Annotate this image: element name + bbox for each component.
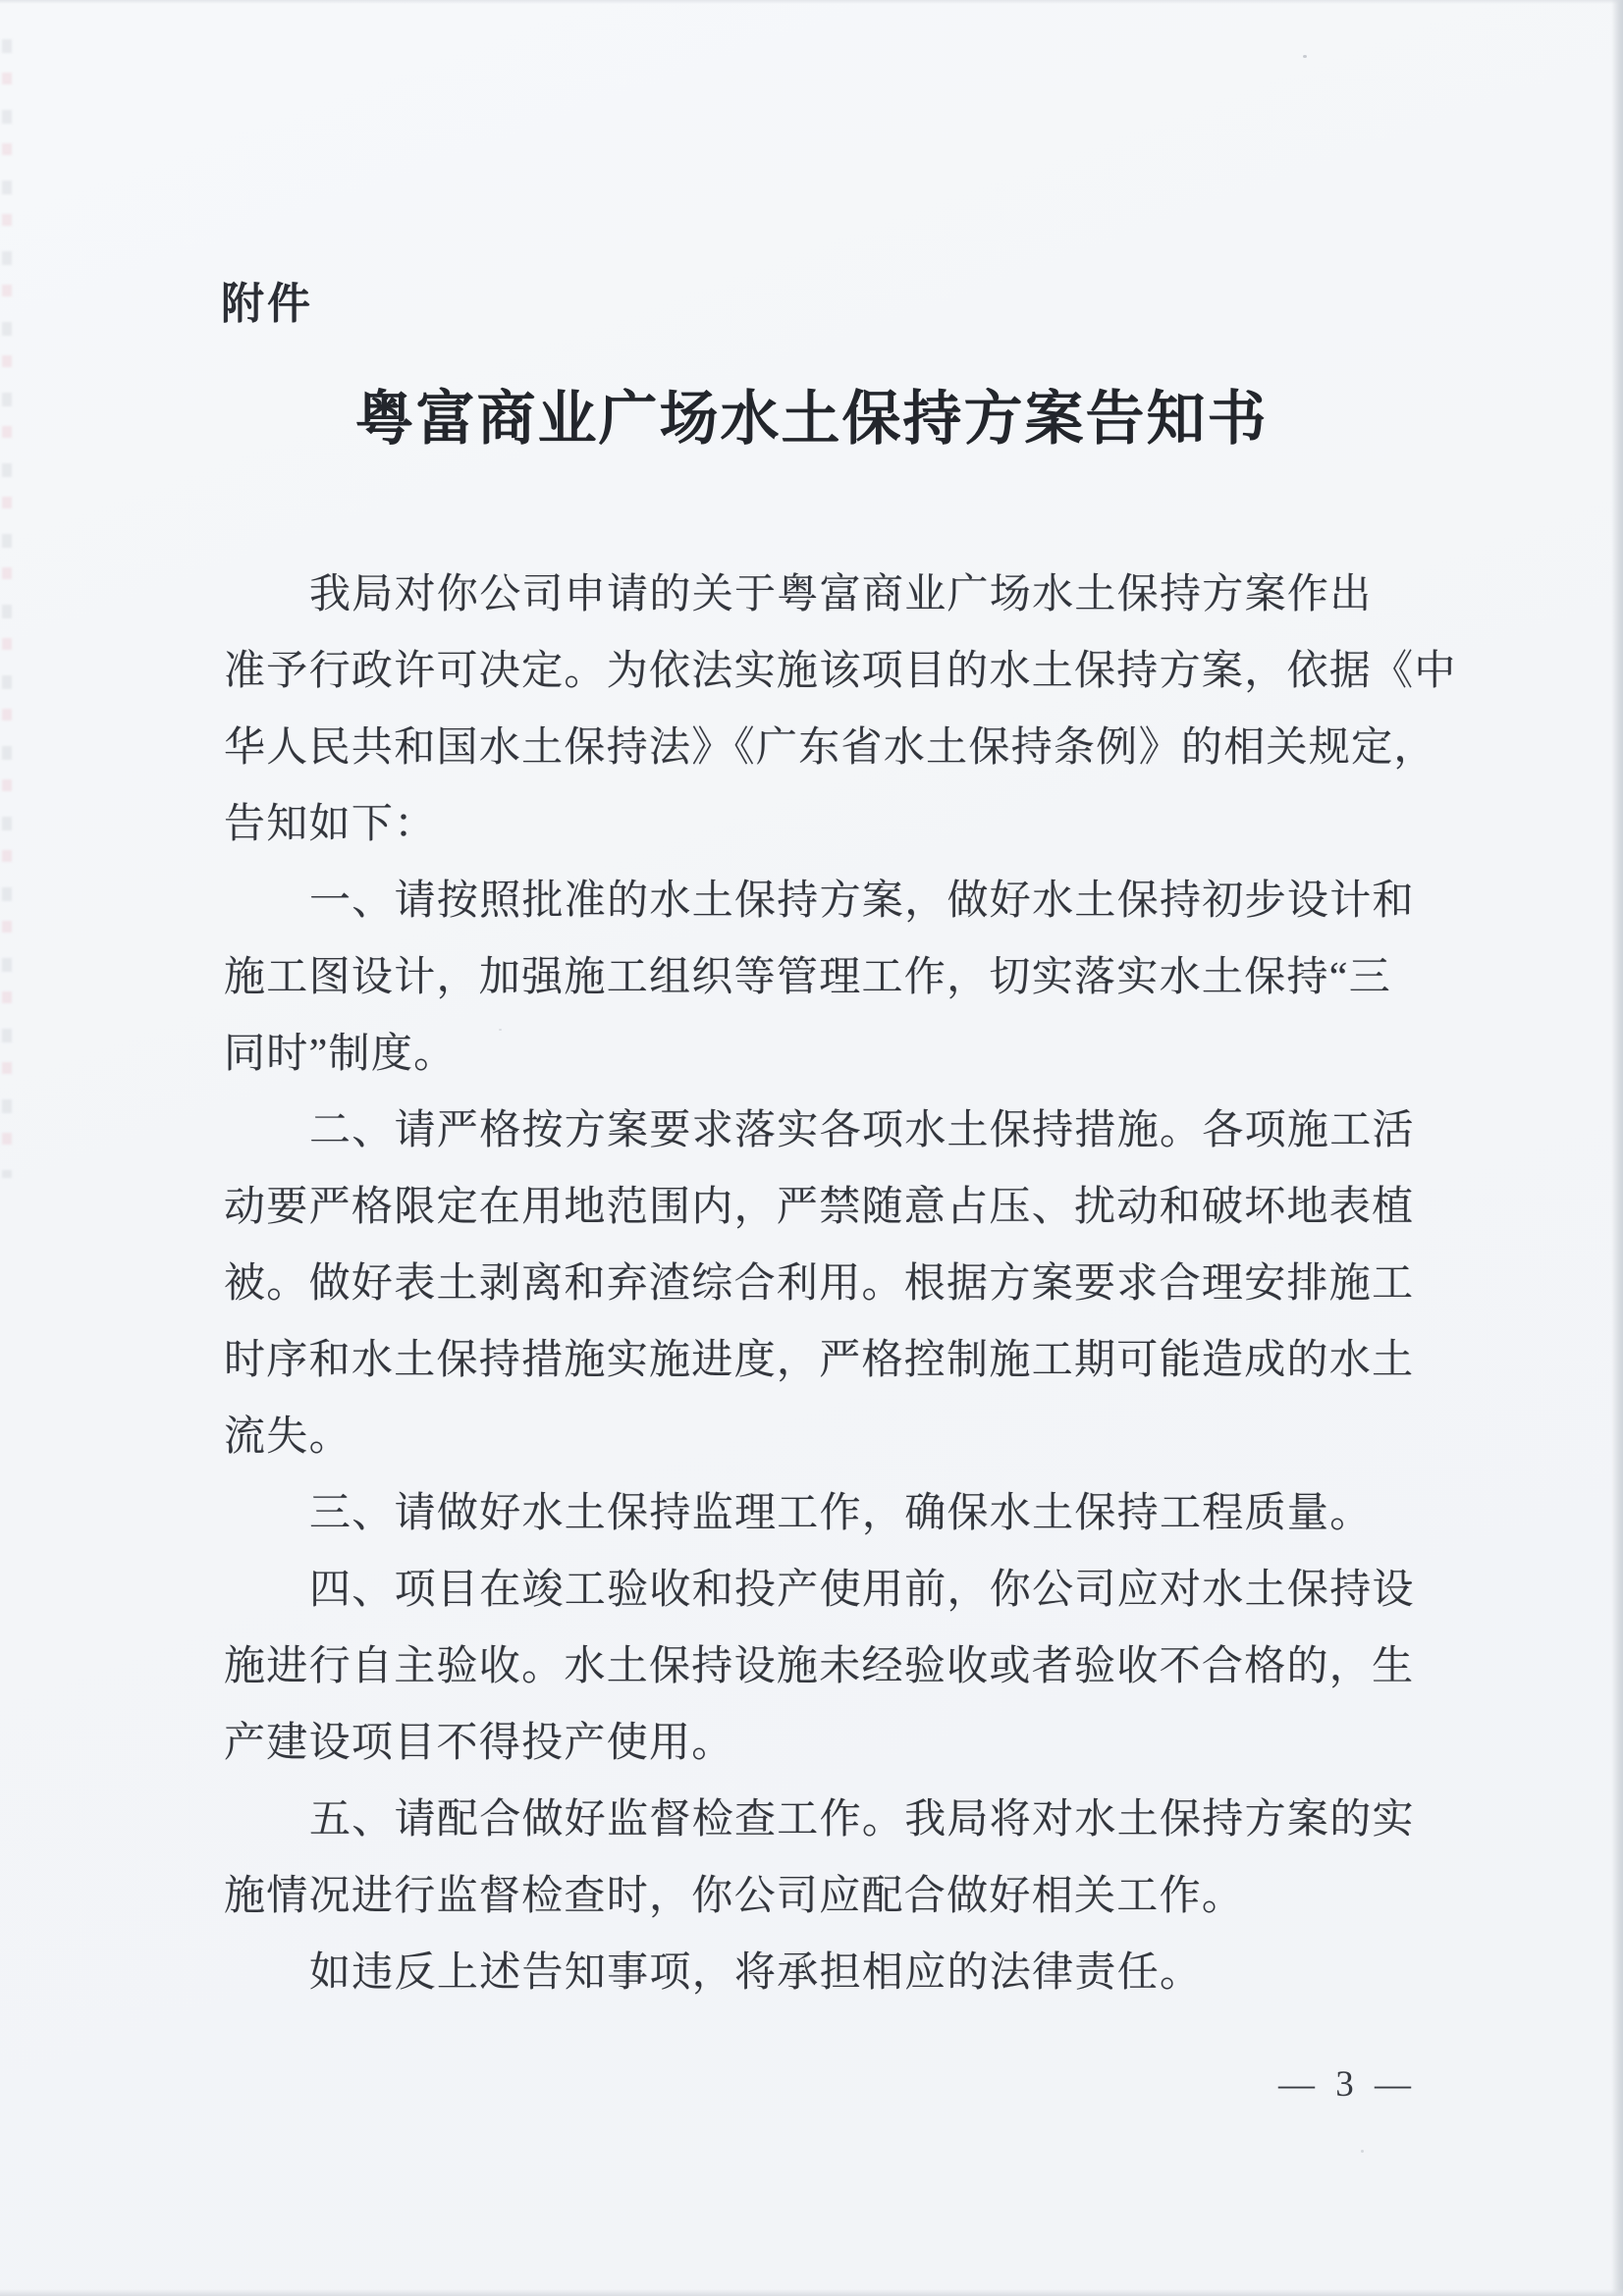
body-line: 一、请按照批准的水土保持方案，做好水土保持初步设计和 bbox=[309, 879, 1415, 924]
body-line: 施进行自主验收。水土保持设施未经验收或者验收不合格的，生 bbox=[224, 1644, 1415, 1689]
body-line: 我局对你公司申请的关于粤富商业广场水土保持方案作出 bbox=[309, 572, 1373, 617]
body-line: 三、请做好水土保持监理工作，确保水土保持工程质量。 bbox=[309, 1491, 1373, 1536]
body-line: 流失。 bbox=[224, 1415, 352, 1460]
body-line: 告知如下： bbox=[224, 802, 437, 847]
body-line: 施工图设计，加强施工组织等管理工作，切实落实水土保持“三 bbox=[224, 955, 1392, 1000]
body-line: 产建设项目不得投产使用。 bbox=[224, 1721, 734, 1766]
scan-edge-top bbox=[0, 0, 1623, 4]
document-body bbox=[224, 557, 1471, 2011]
body-line: 如违反上述告知事项，将承担相应的法律责任。 bbox=[309, 1950, 1203, 1996]
scan-edge-bottom bbox=[0, 2289, 1623, 2296]
attachment-label: 附件 bbox=[221, 280, 313, 328]
document-title: 粤富商业广场水土保持方案告知书 bbox=[354, 387, 1269, 452]
page-number: — 3 — bbox=[1278, 2064, 1417, 2105]
body-line: 五、请配合做好监督检查工作。我局将对水土保持方案的实 bbox=[309, 1797, 1415, 1842]
body-line: 华人民共和国水土保持法》《广东省水土保持条例》的相关规定， bbox=[224, 725, 1436, 771]
body-line: 准予行政许可决定。为依法实施该项目的水土保持方案，依据《中 bbox=[224, 649, 1457, 694]
scan-speck bbox=[1303, 55, 1307, 58]
body-line: 施情况进行监督检查时，你公司应配合做好相关工作。 bbox=[224, 1874, 1245, 1919]
body-line: 四、项目在竣工验收和投产使用前，你公司应对水土保持设 bbox=[309, 1568, 1415, 1613]
body-line: 时序和水土保持措施实施进度，严格控制施工期可能造成的水土 bbox=[224, 1338, 1415, 1383]
body-line: 二、请严格按方案要求落实各项水土保持措施。各项施工活 bbox=[309, 1108, 1415, 1153]
scan-speck bbox=[1361, 2150, 1364, 2153]
body-line: 同时”制度。 bbox=[224, 1032, 457, 1077]
body-line: 被。做好表土剥离和弃渣综合利用。根据方案要求合理安排施工 bbox=[224, 1261, 1415, 1307]
body-line: 动要严格限定在用地范围内，严禁随意占压、扰动和破坏地表植 bbox=[224, 1185, 1415, 1230]
scan-edge-right bbox=[1611, 0, 1623, 2296]
scan-bleedthrough-artifact bbox=[2, 39, 12, 1178]
